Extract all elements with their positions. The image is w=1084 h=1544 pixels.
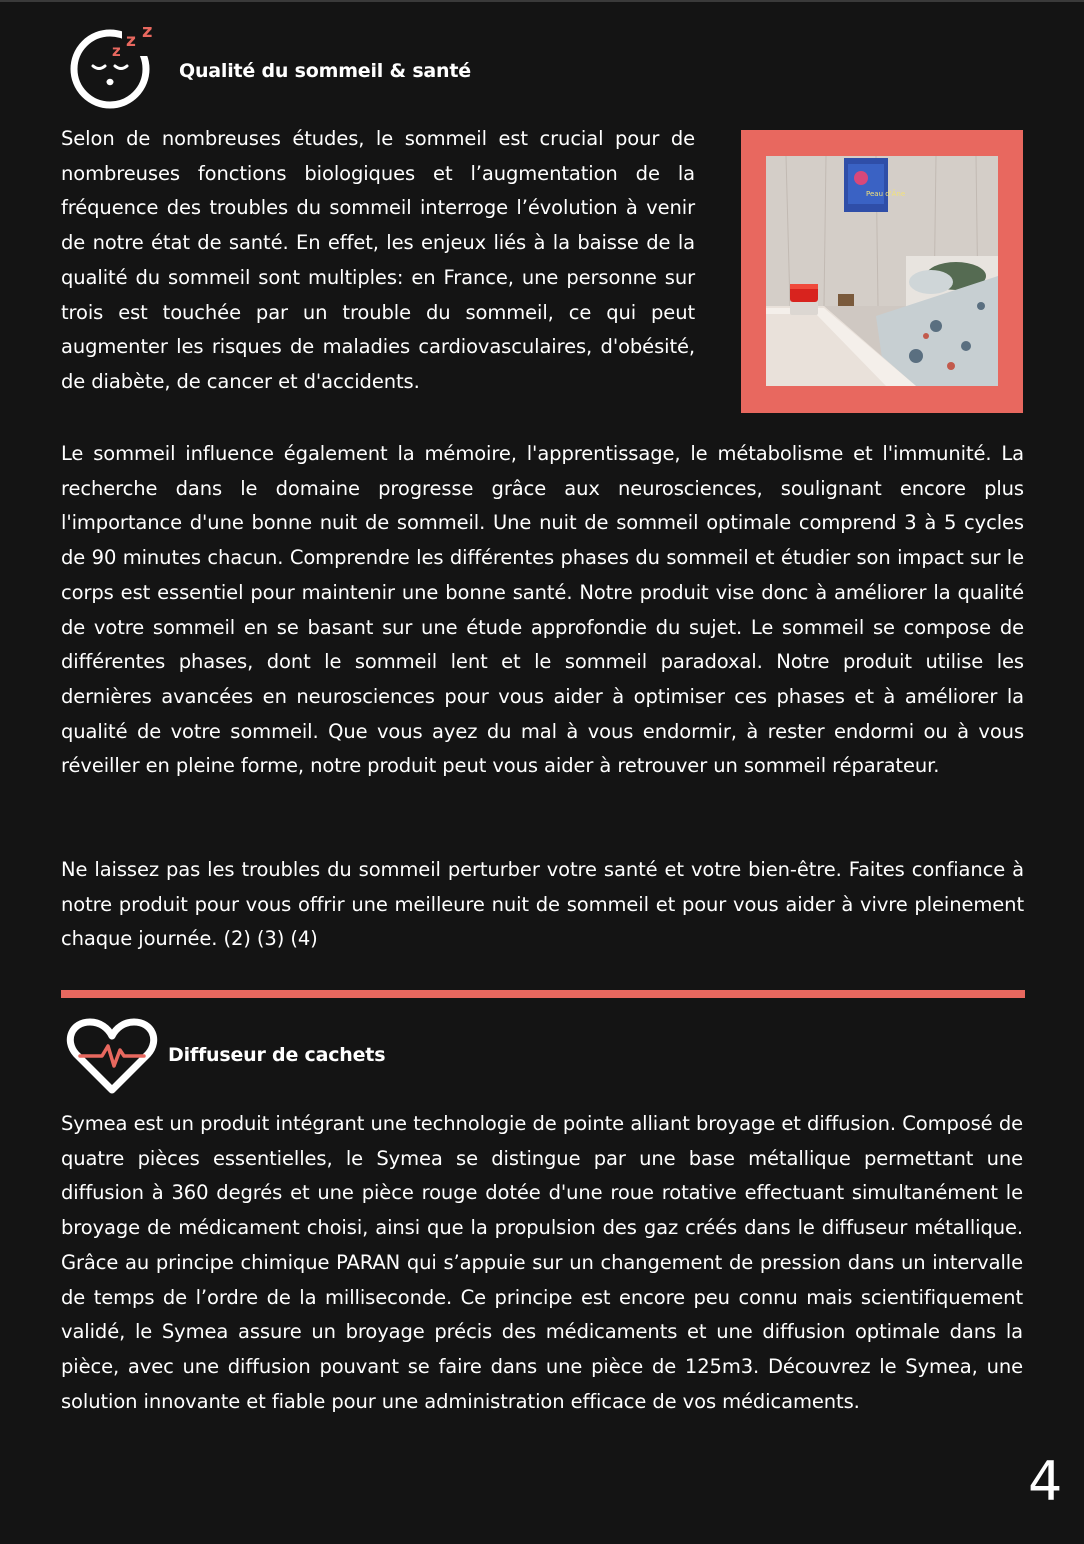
photo-frame	[741, 130, 1023, 413]
svg-text:z: z	[112, 42, 121, 60]
sleeping-face-icon	[68, 22, 164, 112]
heartbeat-icon	[66, 1014, 158, 1098]
paragraph: Ne laissez pas les troubles du sommeil perturber votre santé et votre bien-être. Faites confiance à notre produit pour vous offrir une meilleure nuit de sommeil et pour vous aider à vivre pleinement chaque journée. (2) (3) (4)	[61, 858, 1024, 951]
paragraph: Symea est un produit intégrant une technologie de pointe alliant broyage et diffusion. Composé de quatre pièces essentielles, le Symea se distingue par une base métallique permettant une diffusion à 360 degrés et une pièce rouge dotée d'une roue rotative effectuant simultanément le broyage de médicament choisi, ainsi que la propulsion des gaz créés dans le diffuseur métallique. Grâce au principe chimique PARAN qui s’appuie sur un changement de pression dans un intervalle de temps de l’ordre de la milliseconde. Ce principe est encore peu connu mais scientifiquement validé, le Symea assure un broyage précis des médicaments et une diffusion optimale dans la pièce, avec une diffusion pouvant se faire dans une pièce de 125m3. Découvrez le Symea, une solution innovante et fiable pour une administration efficace de vos médicaments.	[61, 1112, 1023, 1413]
svg-text:z: z	[142, 22, 153, 42]
page-number: 4	[1028, 1450, 1063, 1513]
bedroom-photo	[766, 156, 998, 386]
paragraph: Le sommeil influence également la mémoire, l'apprentissage, le métabolisme et l'immunité. La recherche dans le domaine progresse grâce aux neurosciences, soulignant encore plus l'importance d'une bonne nuit de sommeil. Une nuit de sommeil optimale comprend 3 à 5 cycles de 90 minutes chacun. Comprendre les différentes phases du sommeil et étudier son impact sur le corps est essentiel pour maintenir une bonne santé. Notre produit vise donc à améliorer la qualité de votre sommeil en se basant sur une étude approfondie du sujet. Le sommeil se compose de différentes phases, dont le sommeil lent et le sommeil paradoxal. Notre produit utilise les dernières avancées en neurosciences pour vous aider à optimiser ces phases et à améliorer la qualité de votre sommeil. Que vous ayez du mal à vous endormir, à rester endormi ou à vous réveiller en pleine forme, notre produit peut vous aider à retrouver un sommeil réparateur.	[61, 442, 1024, 778]
section-divider	[61, 990, 1025, 998]
paragraph: Selon de nombreuses études, le sommeil est crucial pour de nombreuses fonctions biologiques et l’augmentation de la fréquence des troubles du sommeil interroge l’évolution à venir de notre état de santé. En effet, les enjeux liés à la baisse de la qualité du sommeil sont multiples: en France, une personne sur trois est touchée par un trouble du sommeil, ce qui peut augmenter les risques de maladies cardiovasculaires, d'obésité, de diabète, de cancer et d'accidents.	[61, 127, 695, 393]
top-border	[0, 0, 1084, 2]
section-title: Qualité du sommeil & santé	[179, 60, 471, 82]
section-title: Diffuseur de cachets	[168, 1044, 386, 1066]
poster-text: Peau d'Âne	[866, 190, 906, 198]
svg-text:z: z	[126, 31, 136, 51]
